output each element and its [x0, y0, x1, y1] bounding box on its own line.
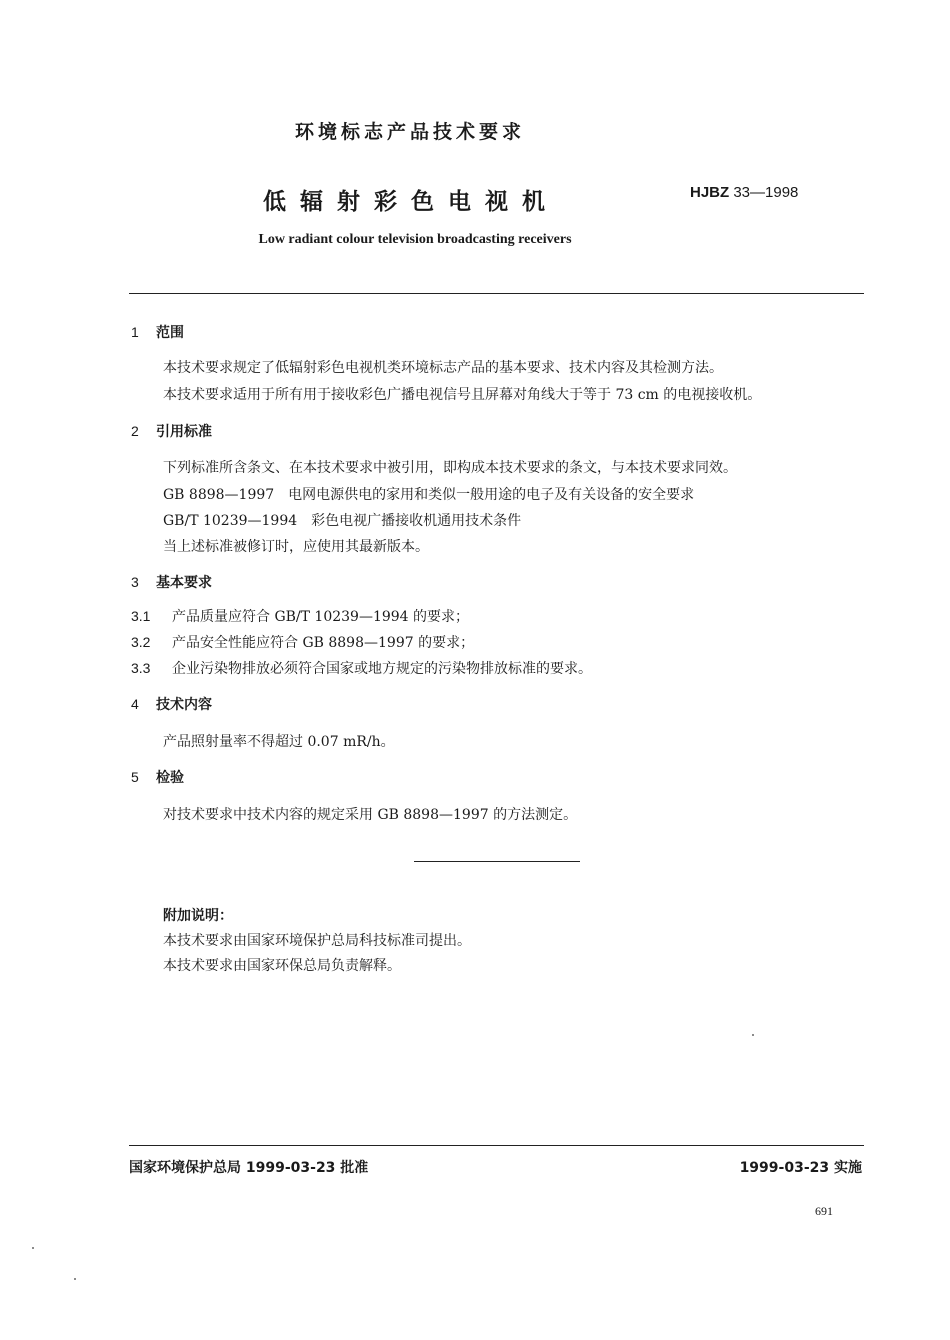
section-title: 基本要求: [156, 575, 212, 591]
section-title: 范围: [156, 325, 184, 341]
clause-3-3: [131, 658, 592, 678]
section-title: 技术内容: [156, 697, 212, 713]
scan-speck: [752, 1034, 754, 1036]
section-4-para-1: 产品照射量率不得超过 0.07 mR/h。: [163, 734, 395, 750]
section-1-para-1: 本技术要求规定了低辐射彩色电视机类环境标志产品的基本要求、技术内容及其检测方法。: [163, 360, 723, 376]
section-1-heading: [131, 322, 184, 342]
clause-3-1: [131, 606, 469, 626]
section-2-para-4: 当上述标准被修订时，应使用其最新版本。: [163, 539, 429, 555]
end-divider: [414, 861, 580, 862]
clause-text: 产品安全性能应符合 GB 8898—1997 的要求；: [172, 635, 475, 651]
scan-speck: [74, 1278, 76, 1280]
clause-number: 3.2: [131, 634, 151, 650]
footer-effective: 1999-03-23 实施: [739, 1160, 862, 1176]
scan-speck: [32, 1247, 34, 1249]
note-line-1: 本技术要求由国家环境保护总局科技标准司提出。: [163, 933, 471, 949]
header-divider: [129, 293, 864, 294]
section-title: 引用标准: [156, 424, 212, 440]
reference-gb8898: GB 8898—1997 电网电源供电的家用和类似一般用途的电子及有关设备的安全要求: [163, 487, 695, 503]
clause-number: 3.1: [131, 608, 151, 624]
document-title-cn: 低辐射彩色电视机: [263, 189, 559, 215]
page-number: 691: [815, 1204, 833, 1218]
section-4-heading: [131, 694, 212, 714]
footer-divider: [129, 1145, 864, 1146]
note-line-2: 本技术要求由国家环保总局负责解释。: [163, 958, 401, 974]
note-heading: 附加说明：: [163, 908, 233, 924]
footer-issued: 国家环境保护总局 1999-03-23 批准: [129, 1160, 369, 1176]
section-3-heading: [131, 572, 212, 592]
section-5-para-1: 对技术要求中技术内容的规定采用 GB 8898—1997 的方法测定。: [163, 807, 578, 823]
clause-number: 3.3: [131, 660, 151, 676]
clause-text: 产品质量应符合 GB/T 10239—1994 的要求；: [172, 609, 470, 625]
standard-category: 环境标志产品技术要求: [294, 121, 525, 143]
section-1-para-2: 本技术要求适用于所有用于接收彩色广播电视信号且屏幕对角线大于等于 73 cm 的电视接收机。: [163, 387, 762, 403]
reference-gbt10239: GB/T 10239—1994 彩色电视广播接收机通用技术条件: [163, 513, 522, 529]
section-number: 4: [131, 696, 139, 712]
clause-text: 企业污染物排放必须符合国家或地方规定的污染物排放标准的要求。: [172, 661, 592, 677]
document-title-en: Low radiant colour television broadcasting receivers: [258, 232, 572, 247]
standard-prefix: HJBZ: [690, 184, 730, 201]
section-5-heading: [131, 767, 184, 787]
standard-code: 33—1998: [733, 184, 799, 201]
standard-number: [690, 184, 798, 201]
section-number: 2: [131, 423, 139, 439]
section-2-para-1: 下列标准所含条文、在本技术要求中被引用，即构成本技术要求的条文，与本技术要求同效。: [163, 460, 737, 476]
clause-3-2: [131, 632, 474, 652]
section-number: 3: [131, 574, 139, 590]
section-number: 5: [131, 769, 139, 785]
section-number: 1: [131, 324, 139, 340]
section-title: 检验: [156, 770, 184, 786]
section-2-heading: [131, 421, 212, 441]
